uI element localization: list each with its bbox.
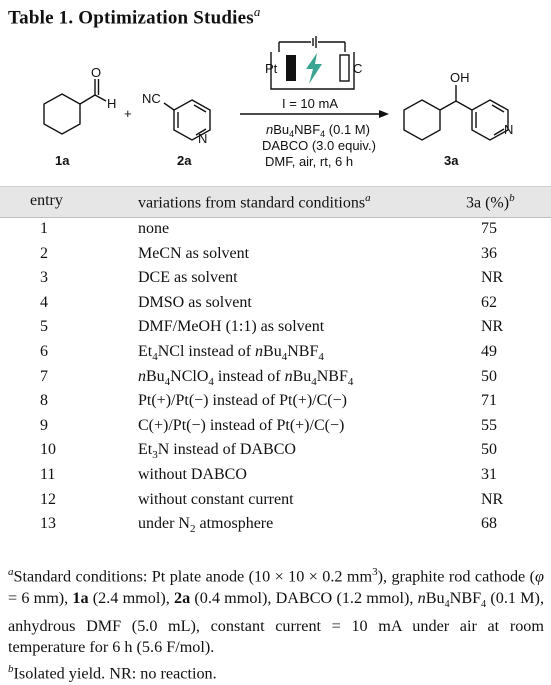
conditions-label: DMF, air, rt, 6 h: [265, 154, 354, 169]
electrode-label-pt: Pt: [265, 61, 278, 76]
cell-yield: 75: [481, 220, 497, 237]
cell-yield: NR: [481, 490, 504, 508]
cell-variation: without DABCO: [138, 465, 247, 483]
cell-entry: 12: [40, 490, 56, 508]
cell-variation: none: [138, 220, 170, 237]
footnote: $^a$Standard conditions: Pt plate anode (10 × 10 × 0.2 $mm^3$), graphite rod cathode (φ = 6 mm), 1a (2.4 mmol), 2a (0.4 mmol), DABCO (1.2 mmol), $nBu_4NBF_4$ (0.1 M), anhydrous DMF (5.0 mL), constant current = 10 mA under air at room temperature for 6 h (5.6 F/mol).: [8, 566, 544, 657]
cell-entry: 10: [40, 441, 56, 459]
footnotes: [8, 562, 544, 685]
atom-label-oh: OH: [450, 70, 470, 85]
cell-entry: 7: [40, 367, 48, 385]
header-yield: 3a (%)$^b$: [466, 192, 515, 212]
cell-yield: 62: [481, 293, 497, 311]
table-row: [0, 439, 551, 464]
cell-entry: 8: [40, 392, 48, 410]
table-body: [0, 218, 551, 538]
cell-variation: Pt(+)/Pt(−) instead of Pt(+)/C(−): [138, 392, 347, 410]
cell-entry: 1: [40, 220, 48, 237]
cell-yield: 71: [481, 392, 497, 410]
cell-yield: 50: [481, 441, 497, 459]
table-title: Table 1. Optimization Studies$^a$: [8, 4, 261, 29]
atom-label-o: O: [91, 65, 102, 80]
platinum-anode: [286, 55, 296, 81]
cell-yield: NR: [481, 269, 504, 287]
cell-variation: C(+)/Pt(−) instead of Pt(+)/C(−): [138, 416, 345, 434]
table-row: [0, 366, 551, 391]
cell-yield: 50: [481, 367, 497, 385]
table-row: [0, 292, 551, 317]
cell-yield: 31: [481, 465, 497, 483]
compound-label-1a: 1a: [55, 153, 70, 168]
footnote: $^b$Isolated yield. NR: no reaction.: [8, 662, 217, 683]
base-label: DABCO (3.0 equiv.): [262, 138, 376, 153]
atom-label-n-3a: N: [504, 122, 514, 137]
cell-variation: MeCN as solvent: [138, 244, 250, 262]
cyclohexane-ring-1a: [44, 94, 80, 134]
compound-label-3a: 3a: [444, 153, 459, 168]
cell-yield: 68: [481, 515, 497, 533]
current-label: I = 10 mA: [282, 96, 338, 111]
table-row: [0, 218, 551, 243]
table-row: [0, 464, 551, 489]
cell-variation: DCE as solvent: [138, 269, 238, 287]
cell-entry: 9: [40, 416, 48, 434]
table-row: [0, 513, 551, 538]
cell-variation: without constant current: [138, 490, 294, 508]
table-row: [0, 316, 551, 341]
table-row: [0, 390, 551, 415]
reaction-scheme: [0, 30, 551, 190]
title-footnote-mark: a: [253, 4, 261, 19]
electrolyte-label: $nBu_4NBF_4$ (0.1 M): [266, 122, 370, 139]
cell-yield: NR: [481, 318, 504, 336]
table-row: [0, 267, 551, 292]
electrode-label-c: C: [353, 61, 363, 76]
table-row: [0, 341, 551, 366]
cell-yield: 49: [481, 342, 497, 360]
cell-entry: 5: [40, 318, 48, 336]
cell-variation: $Et_3N$ instead of DABCO: [138, 441, 296, 462]
cell-variation: DMSO as solvent: [138, 293, 252, 311]
table-header: [0, 186, 551, 218]
table-row: [0, 489, 551, 514]
table-row: [0, 415, 551, 440]
cell-variation: DMF/MeOH (1:1) as solvent: [138, 318, 325, 336]
lightning-bolt-icon: [306, 53, 322, 84]
cell-yield: 36: [481, 244, 497, 262]
compound-label-2a: 2a: [177, 153, 192, 168]
cell-variation: nBu$_4$NClO$_4$ instead of $nBu_4NBF_4$: [138, 367, 354, 388]
cell-entry: 13: [40, 515, 56, 533]
cell-variation: $Et_4NCl$ instead of $nBu_4NBF_4$: [138, 342, 324, 364]
cell-entry: 6: [40, 342, 48, 360]
cell-entry: 11: [40, 465, 56, 483]
cell-entry: 2: [40, 244, 48, 262]
group-label-nc: NC: [142, 91, 161, 106]
cell-entry: 3: [40, 269, 48, 287]
atom-label-n-2a: N: [198, 131, 208, 146]
header-entry: entry: [30, 192, 63, 209]
table-row: [0, 243, 551, 268]
cell-yield: 55: [481, 416, 497, 434]
cyclohexane-ring-3a: [404, 100, 440, 140]
pyridine-ring-3a: [472, 100, 508, 140]
header-variations: variations from standard conditions$^a$: [138, 192, 371, 212]
cell-variation: under $N_2$ atmosphere: [138, 515, 274, 536]
plus-sign: +: [124, 106, 132, 121]
cell-entry: 4: [40, 293, 48, 311]
atom-label-h: H: [107, 96, 117, 111]
arrow-head: [379, 110, 389, 118]
graphite-cathode: [340, 55, 349, 81]
